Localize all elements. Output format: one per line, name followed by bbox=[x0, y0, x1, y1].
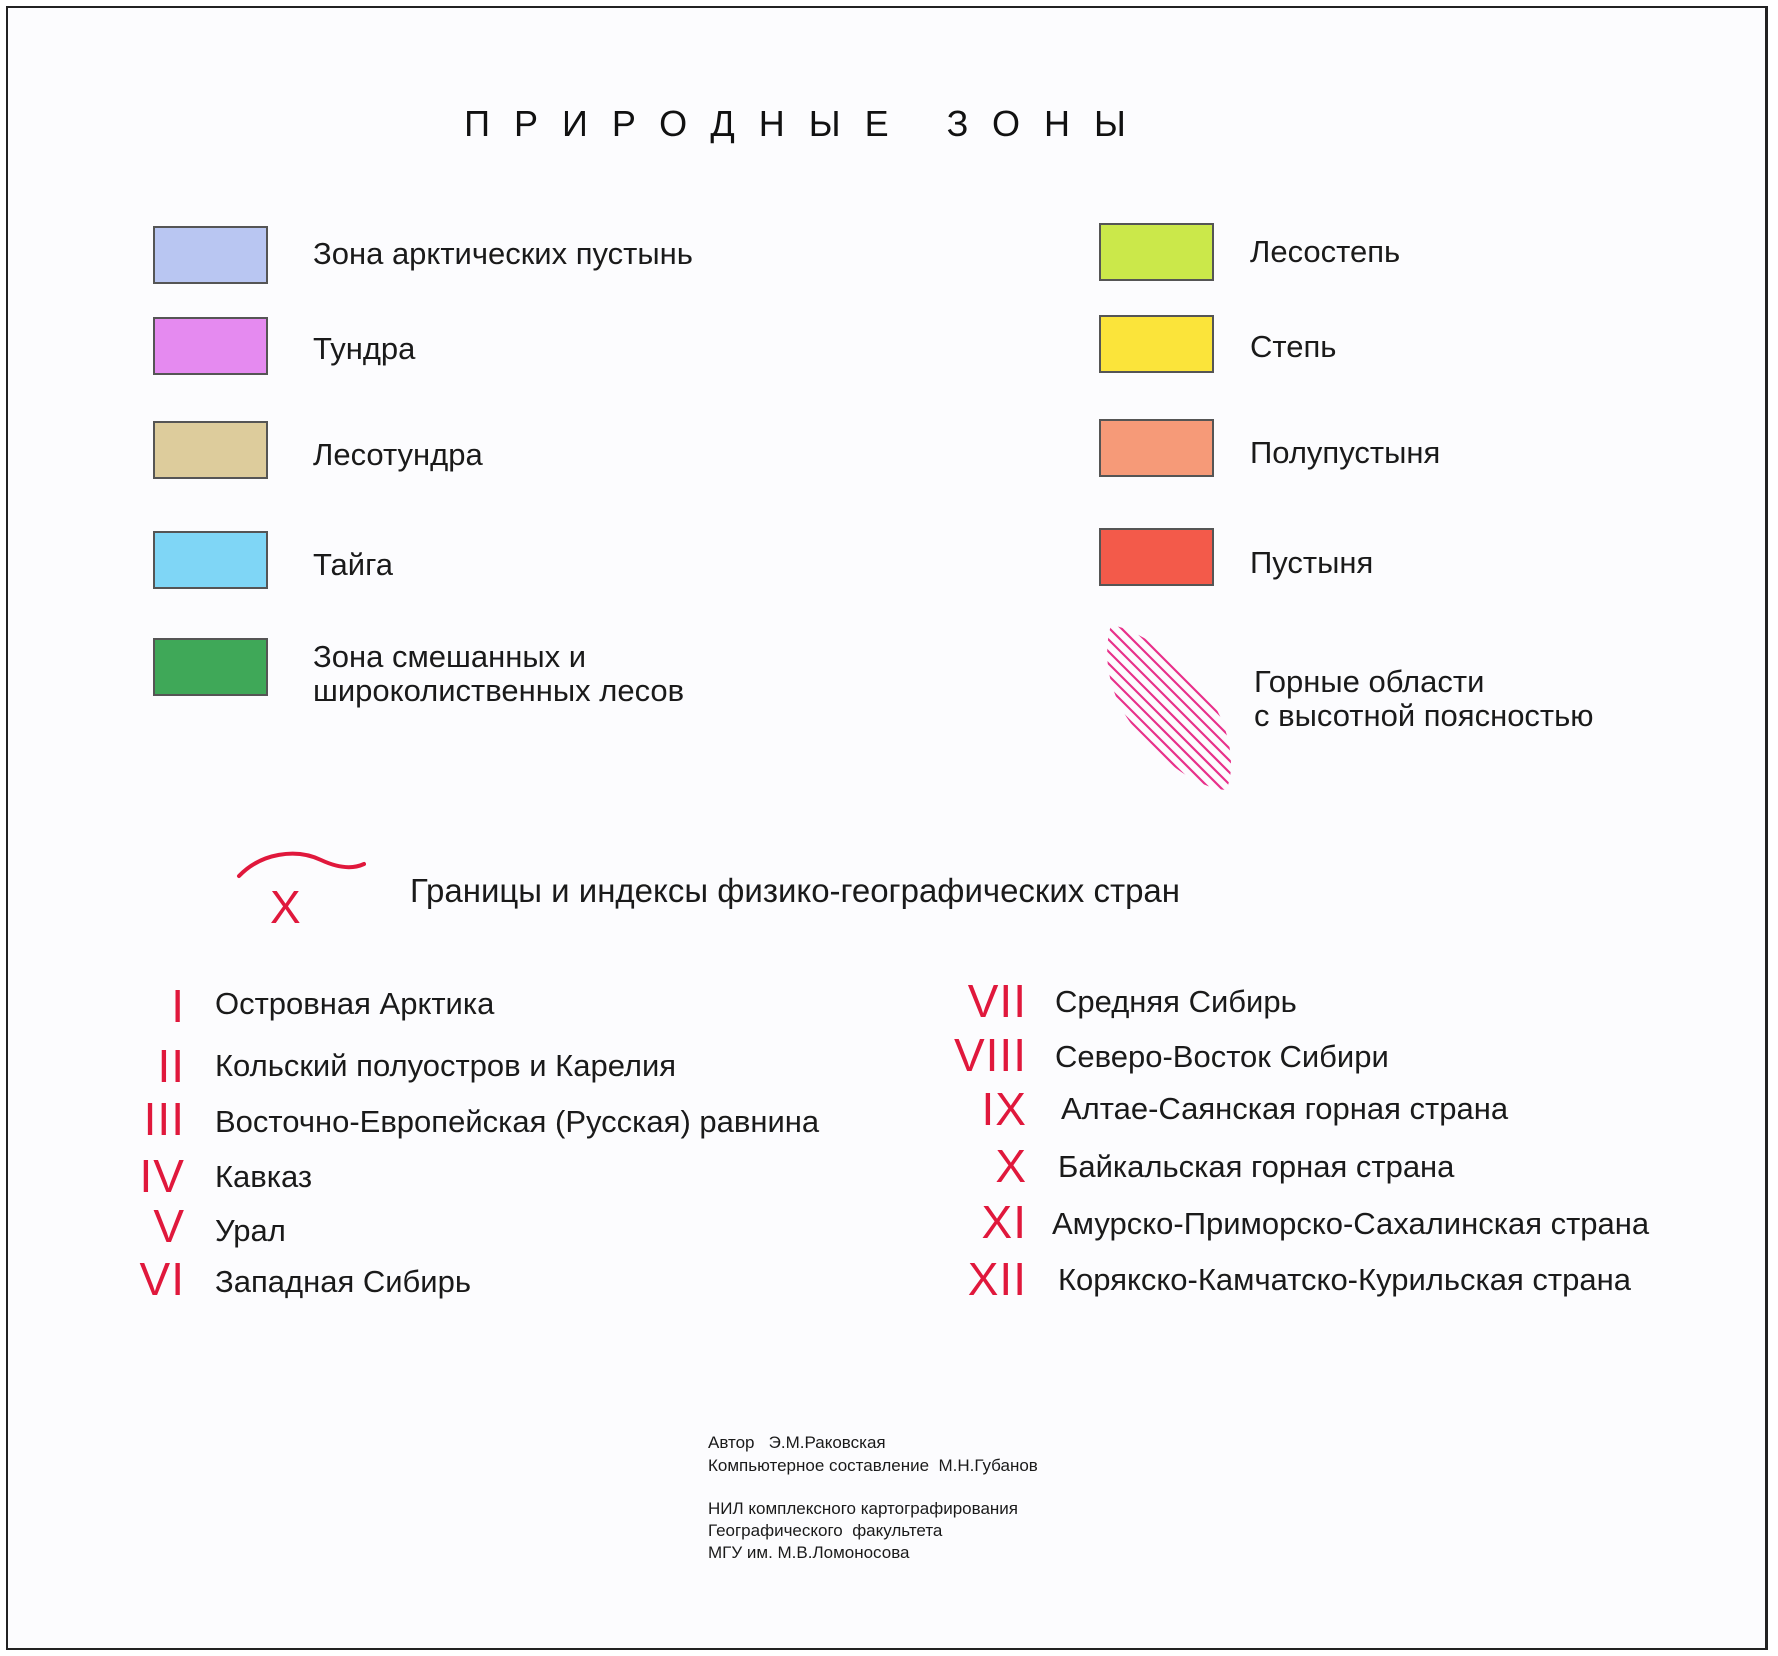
country-num-11: XI bbox=[981, 1196, 1027, 1248]
country-name-4: Кавказ bbox=[215, 1159, 313, 1194]
country-num-8: VIII bbox=[953, 1029, 1027, 1081]
hatch-line bbox=[1101, 620, 1168, 795]
credits-author: Автор Э.М.Раковская bbox=[708, 1433, 886, 1452]
hatch-line bbox=[1101, 620, 1120, 795]
hatch-line bbox=[1185, 620, 1236, 795]
country-num-12: XII bbox=[967, 1253, 1027, 1305]
country-num-6: VI bbox=[139, 1253, 185, 1305]
hatch-line bbox=[1101, 620, 1144, 795]
credits-faculty: Географического факультета bbox=[708, 1521, 943, 1540]
hatch-line bbox=[1101, 620, 1216, 795]
hatch-lines bbox=[1101, 620, 1236, 795]
swatch-taiga bbox=[153, 531, 268, 589]
label-tundra: Тундра bbox=[313, 331, 416, 366]
country-name-9: Алтае-Саянская горная страна bbox=[1061, 1091, 1509, 1126]
label-mountains-line2: с высотной поясностью bbox=[1254, 698, 1594, 733]
hatch-line bbox=[1101, 620, 1236, 795]
label-forest-tundra: Лесотундра bbox=[313, 437, 483, 472]
swatch-mixed-forest bbox=[153, 638, 268, 696]
swatch-forest-steppe bbox=[1099, 223, 1214, 281]
label-arctic-desert: Зона арктических пустынь bbox=[313, 236, 693, 271]
label-semidesert: Полупустыня bbox=[1250, 435, 1441, 470]
country-num-1: I bbox=[171, 980, 185, 1032]
country-name-8: Северо-Восток Сибири bbox=[1055, 1039, 1389, 1074]
swatch-tundra bbox=[153, 317, 268, 375]
country-name-3: Восточно-Европейская (Русская) равнина bbox=[215, 1104, 820, 1139]
country-num-10: X bbox=[995, 1140, 1027, 1192]
credits-lab: НИЛ комплексного картографирования bbox=[708, 1499, 1018, 1518]
label-mixed-forest bbox=[313, 640, 684, 708]
boundary-index-symbol: Х bbox=[270, 881, 301, 933]
country-num-4: IV bbox=[139, 1150, 185, 1202]
hatch-line bbox=[1101, 620, 1236, 795]
hatch-line bbox=[1233, 620, 1236, 795]
hatch-line bbox=[1149, 620, 1236, 795]
credits-compiler: Компьютерное составление М.Н.Губанов bbox=[708, 1456, 1038, 1475]
label-steppe: Степь bbox=[1250, 329, 1337, 364]
country-num-9: IX bbox=[981, 1083, 1027, 1135]
hatch-line bbox=[1101, 620, 1236, 795]
country-name-11: Амурско-Приморско-Сахалинская страна bbox=[1052, 1206, 1650, 1241]
credits-university: МГУ им. М.В.Ломоносова bbox=[708, 1543, 910, 1562]
hatch-line bbox=[1101, 620, 1108, 795]
label-mountains-line1: Горные области bbox=[1254, 664, 1485, 699]
swatch-desert bbox=[1099, 528, 1214, 586]
label-mixed-forest-line1: Зона смешанных и bbox=[313, 639, 587, 674]
country-name-6: Западная Сибирь bbox=[215, 1264, 472, 1299]
label-taiga: Тайга bbox=[313, 547, 393, 582]
swatch-forest-tundra bbox=[153, 421, 268, 479]
country-name-10: Байкальская горная страна bbox=[1058, 1149, 1455, 1184]
country-num-3: III bbox=[143, 1093, 185, 1145]
label-mountains bbox=[1254, 665, 1594, 733]
swatch-semidesert bbox=[1099, 419, 1214, 477]
country-name-1: Островная Арктика bbox=[215, 986, 495, 1021]
label-mixed-forest-line2: широколиственных лесов bbox=[313, 673, 685, 708]
country-num-5: V bbox=[153, 1200, 185, 1252]
label-forest-steppe: Лесостепь bbox=[1250, 234, 1401, 269]
label-desert: Пустыня bbox=[1250, 545, 1374, 580]
country-name-2: Кольский полуостров и Карелия bbox=[215, 1048, 677, 1083]
mountain-hatch-symbol bbox=[1101, 620, 1236, 795]
boundary-line-symbol bbox=[236, 848, 366, 923]
country-num-2: II bbox=[157, 1040, 185, 1092]
country-name-7: Средняя Сибирь bbox=[1055, 984, 1297, 1019]
country-name-5: Урал bbox=[215, 1213, 286, 1248]
hatch-line bbox=[1101, 620, 1236, 795]
legend-title: ПРИРОДНЫЕ ЗОНЫ bbox=[464, 103, 1150, 144]
boundary-label: Границы и индексы физико-географических стран bbox=[410, 872, 1181, 909]
swatch-arctic-desert bbox=[153, 226, 268, 284]
swatch-steppe bbox=[1099, 315, 1214, 373]
map-legend-sheet bbox=[6, 6, 1768, 1650]
country-name-12: Корякско-Камчатско-Курильская страна bbox=[1058, 1262, 1631, 1297]
country-num-7: VII bbox=[967, 975, 1027, 1027]
hatch-line bbox=[1113, 620, 1236, 795]
hatch-line bbox=[1221, 620, 1236, 795]
